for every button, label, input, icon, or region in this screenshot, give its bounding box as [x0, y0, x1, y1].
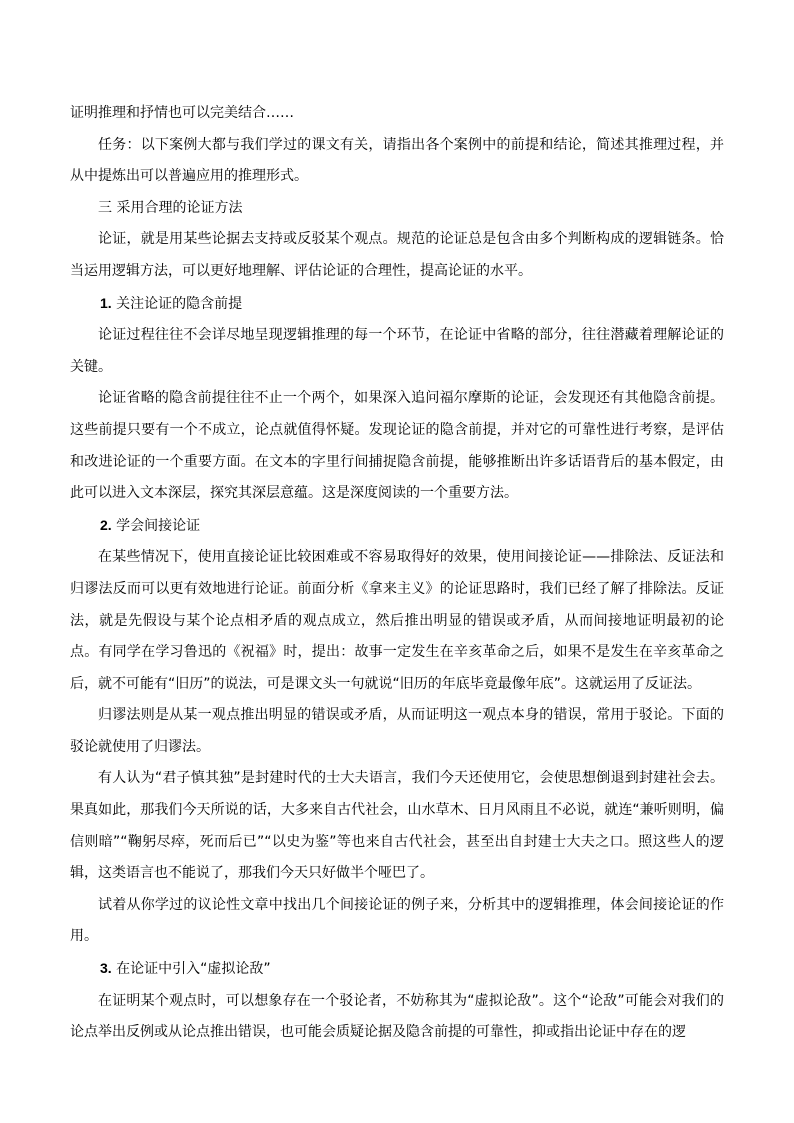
subheading-3-text: 在论证中引入“虚拟论敌”	[116, 961, 271, 978]
paragraph-implicit-premise-1: 论证过程往往不会详尽地呈现逻辑推理的每一个环节，在论证中省略的部分，往往潜藏着理解论证的关键。	[70, 327, 724, 375]
paragraph-implicit-premise-2: 论证省略的隐含前提往往不止一个两个，如果深入追问福尔摩斯的论证，会发现还有其他隐含前提。这些前提只要有一个不成立，论点就值得怀疑。发现论证的隐含前提，并对它的可靠性进行考察，是评估和改进论证的一个重要方面。在文本的字里行间捕捉隐含前提，能够推断出许多话语背后的基本假定，由此可以进入文本深层，探究其深层意蕴。这是深度阅读的一个重要方法。	[70, 390, 724, 502]
section-heading-3: 三 采用合理的论证方法	[98, 199, 243, 216]
subheading-1	[70, 288, 724, 321]
subheading-2	[70, 510, 724, 543]
paragraph-continuation: 证明推理和抒情也可以完美结合……	[70, 105, 294, 121]
subheading-3-number: 3.	[100, 960, 112, 977]
subheading-1-text: 关注论证的隐含前提	[116, 295, 243, 312]
paragraph-virtual-opponent: 在证明某个观点时，可以想象存在一个驳论者，不妨称其为“虚拟论敌”。这个“论敌”可能会对我们的论点举出反例或从论点推出错误，也可能会质疑论据及隐含前提的可靠性，抑或指出论证中存在的逻	[70, 992, 724, 1041]
paragraph-exercise: 试着从你学过的议论性文章中找出几个间接论证的例子来，分析其中的逻辑推理，体会间接论证的作用。	[70, 896, 724, 945]
subheading-2-number: 2.	[100, 516, 112, 533]
subheading-2-text: 学会间接论证	[116, 517, 201, 534]
subheading-3	[70, 953, 724, 986]
subheading-1-number: 1.	[100, 294, 112, 311]
paragraph-reductio: 归谬法则是从某一观点推出明显的错误或矛盾，从而证明这一观点本身的错误，常用于驳论。下面的驳论就使用了归谬法。	[70, 707, 724, 755]
document-body	[70, 98, 724, 1049]
paragraph-example: 有人认为“君子慎其独”是封建时代的士大夫语言，我们今天还使用它，会使思想倒退到封建社会去。果真如此，那我们今天所说的话，大多来自古代社会，山水草木、日月风雨且不必说，就连“兼听则明，偏信则暗”“鞠躬尽瘁，死而后已”“以史为鉴”等也来自古代社会，甚至出自封建士大夫之口。照这些人的逻辑，这类语言也不能说了，那我们今天只好做半个哑巴了。	[70, 770, 724, 882]
paragraph-indirect-argument: 在某些情况下，使用直接论证比较困难或不容易取得好的效果，使用间接论证——排除法、反证法和归谬法反而可以更有效地进行论证。前面分析《拿来主义》的论证思路时，我们已经了解了排除法。反证法，就是先假设与某个论点相矛盾的观点成立，然后推出明显的错误或矛盾，从而间接地证明最初的论点。有同学在学习鲁迅的《祝福》时，提出：故事一定发生在辛亥革命之后，如果不是发生在辛亥革命之后，就不可能有“旧历”的说法，可是课文头一句就说“旧历的年底毕竟最像年底”。这就运用了反证法。	[70, 549, 724, 692]
paragraph-argument-definition: 论证，就是用某些论据去支持或反驳某个观点。规范的论证总是包含由多个判断构成的逻辑链条。恰当运用逻辑方法，可以更好地理解、评估论证的合理性，提高论证的水平。	[70, 231, 724, 279]
paragraph-task: 任务：以下案例大都与我们学过的课文有关，请指出各个案例中的前提和结论，简述其推理过程，并从中提炼出可以普遍应用的推理形式。	[70, 136, 724, 185]
